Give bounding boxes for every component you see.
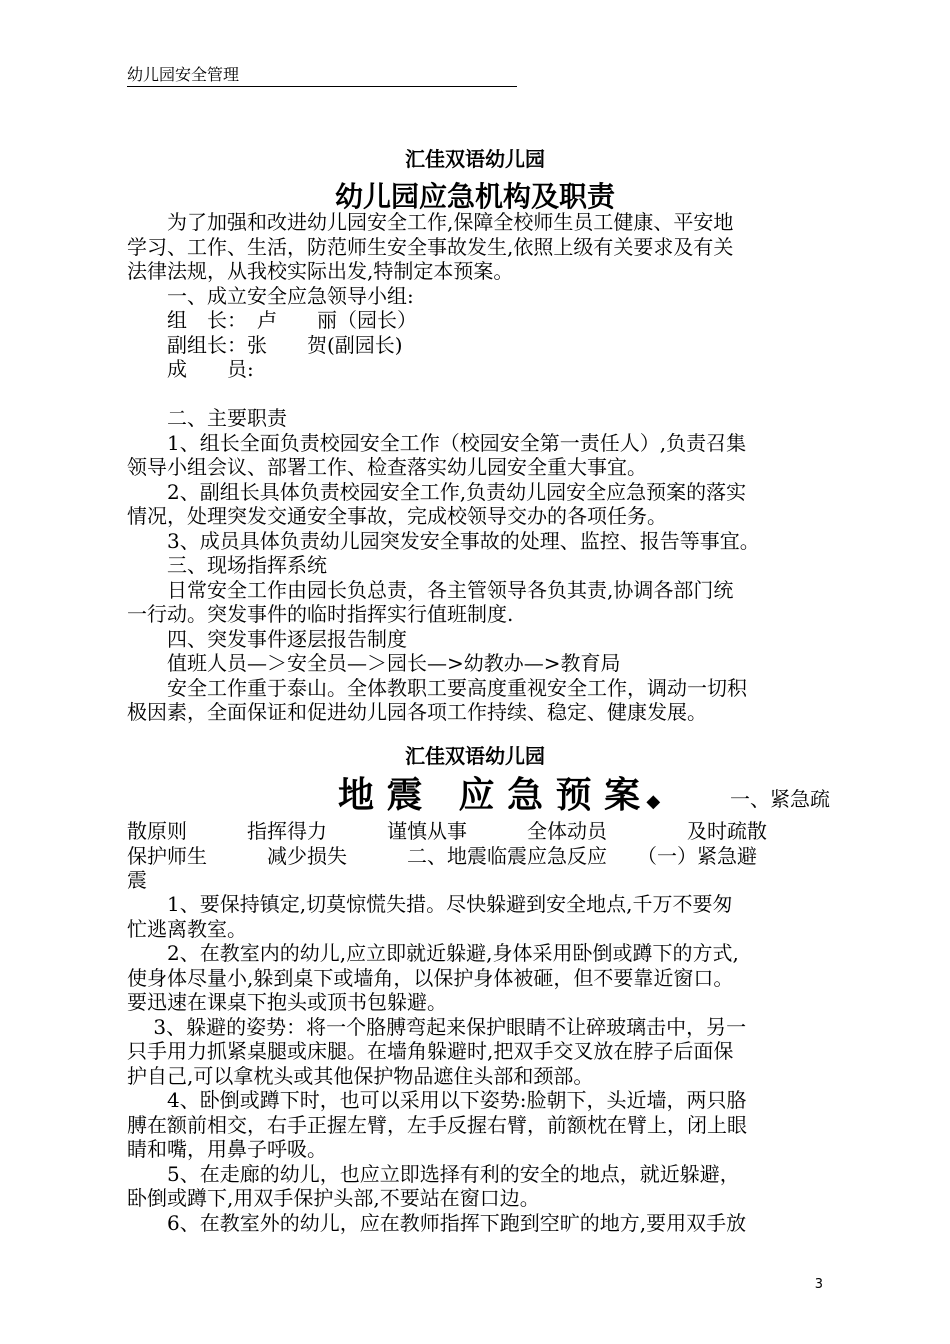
text-line: 要迅速在课桌下抱头或顶书包躲避。 xyxy=(127,990,447,1014)
text-line: 为了加强和改进幼儿园安全工作,保障全校师生员工健康、平安地 xyxy=(127,210,734,234)
text-line: 1、要保持镇定,切莫惊慌失措。尽快躲避到安全地点,千万不要匆 xyxy=(127,892,733,916)
text-line: 散原则 指挥得力 谨慎从事 全体动员 及时疏散 xyxy=(127,819,767,843)
page-header: 幼儿园安全管理 xyxy=(127,66,517,87)
earthquake-title: 地 震 应 急 预 案 ◆ xyxy=(338,775,661,816)
text-line: 领导小组会议、部署工作、检查落实幼儿园安全重大事宜。 xyxy=(127,455,647,479)
text-line: 2、副组长具体负责校园安全工作,负责幼儿园安全应急预案的落实 xyxy=(127,479,747,504)
text-line: 成 员: xyxy=(127,357,254,381)
text-line: 3、成员具体负责幼儿园突发安全事故的处理、监控、报告等事宜。 xyxy=(127,528,760,553)
text-line: 6、在教室外的幼儿，应在教师指挥下跑到空旷的地方,要用双手放 xyxy=(127,1210,747,1235)
text-line: 值班人员—＞安全员—＞园长—>幼教办—>教育局 xyxy=(127,651,621,675)
text-line: 保护师生 减少损失 二、地震临震应急反应 （一）紧急避 xyxy=(127,843,757,868)
text-line: 极因素，全面保证和促进幼儿园各项工作持续、稳定、健康发展。 xyxy=(127,700,707,724)
bullet-icon: ◆ xyxy=(640,791,661,812)
text-line: 2、在教室内的幼儿,应立即就近躲避,身体采用卧倒或蹲下的方式, xyxy=(127,941,739,965)
page-number: 3 xyxy=(814,1277,823,1292)
text-line: 副组长：张 贺(副园长) xyxy=(127,332,403,357)
text-line: 情况，处理突发交通安全事故，完成校领导交办的各项任务。 xyxy=(127,504,667,528)
text-line: 一、成立安全应急领导小组: xyxy=(127,283,414,308)
page-title: 幼儿园应急机构及职责 xyxy=(334,180,615,213)
text-line: 日常安全工作由园长负总责，各主管领导各负其责,协调各部门统 xyxy=(127,577,734,602)
earthquake-title-tail: 一、紧急疏 xyxy=(710,787,830,811)
text-line: 安全工作重于泰山。全体教职工要高度重视安全工作，调动一切积 xyxy=(127,675,747,700)
text-line: 1、组长全面负责校园安全工作（校园安全第一责任人）,负责召集 xyxy=(127,430,747,455)
text-line: 二、主要职责 xyxy=(127,406,287,430)
text-line: 学习、工作、生活，防范师生安全事故发生,依照上级有关要求及有关 xyxy=(127,234,734,259)
text-line: 睛和嘴，用鼻子呼吸。 xyxy=(127,1137,327,1161)
text-line: 护自己,可以拿枕头或其他保护物品遮住头部和颈部。 xyxy=(127,1063,594,1088)
text-line: 法律法规，从我校实际出发,特制定本预案。 xyxy=(127,259,514,283)
text-line: 震 xyxy=(127,868,147,892)
text-line: 只手用力抓紧桌腿或床腿。在墙角躲避时,把双手交叉放在脖子后面保 xyxy=(127,1039,734,1063)
text-line: 三、现场指挥系统 xyxy=(127,553,327,577)
text-line: 使身体尽量小,躲到桌下或墙角，以保护身体被砸，但不要靠近窗口。 xyxy=(127,965,734,990)
text-line: 4、卧倒或蹲下时，也可以采用以下姿势:脸朝下，头近墙，两只胳 xyxy=(127,1088,747,1112)
school-name-2: 汇佳双语幼儿园 xyxy=(405,744,545,768)
text-line: 四、突发事件逐层报告制度 xyxy=(127,626,407,651)
text-line: 一行动。突发事件的临时指挥实行值班制度. xyxy=(127,602,514,626)
text-line: 膊在额前相交，右手正握左臂，左手反握右臂，前额枕在臂上，闭上眼 xyxy=(127,1112,747,1137)
text-line: 卧倒或蹲下,用双手保护头部,不要站在窗口边。 xyxy=(127,1186,540,1210)
text-line: 忙逃离教室。 xyxy=(127,916,247,941)
text-line: 组 长： 卢 丽（园长） xyxy=(127,308,417,332)
school-name: 汇佳双语幼儿园 xyxy=(405,147,545,171)
text-line: 3、躲避的姿势：将一个胳膊弯起来保护眼睛不让碎玻璃击中，另一 xyxy=(127,1014,747,1039)
text-line: 5、在走廊的幼儿，也应立即选择有利的安全的地点，就近躲避， xyxy=(127,1161,740,1186)
